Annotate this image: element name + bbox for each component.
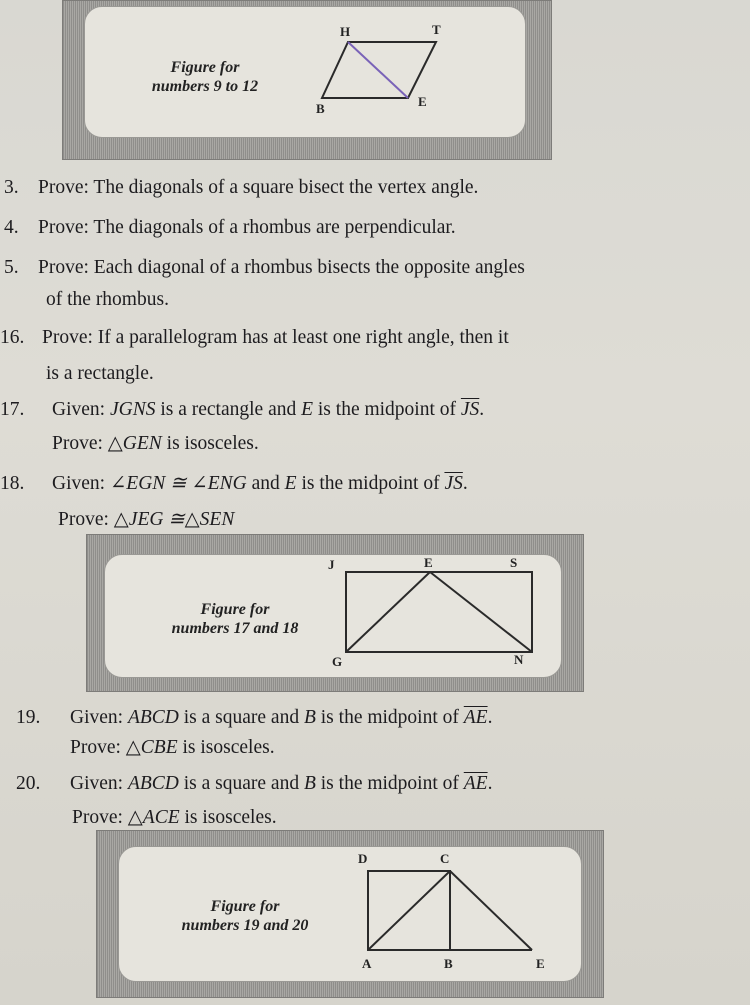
problem-5: 5. Prove: Each diagonal of a rhombus bisects the opposite angles	[4, 257, 525, 278]
label-h: H	[340, 24, 351, 39]
diagonal-he	[348, 42, 408, 98]
rectangle-jsng	[346, 572, 532, 652]
problem-17-prove: Prove: △GEN is isosceles.	[52, 433, 259, 454]
label-b: B	[316, 101, 325, 116]
figure-19-20-caption: Figure for numbers 19 and 20	[181, 898, 309, 934]
square-triangle-diagram	[340, 846, 570, 976]
label-d: D	[358, 851, 368, 866]
label-c: C	[440, 851, 450, 866]
problem-18-prove: Prove: △JEG ≅△SEN	[58, 509, 235, 530]
label-s: S	[510, 555, 518, 570]
problem-20-given: 20. Given: ABCD is a square and B is the midpoint of $\overline{AE}$.	[16, 773, 493, 794]
parallelogram-diagram	[300, 20, 470, 120]
segment-js: $\overline{JS}$	[444, 473, 463, 494]
problem-20-prove: Prove: △ACE is isosceles.	[72, 807, 277, 828]
problem-17-given: 17. Given: JGNS is a rectangle and E is the midpoint of $\overline{JS}$.	[0, 399, 485, 420]
segment-eg	[346, 572, 430, 652]
problem-16: 16. Prove: If a parallelogram has at least one right angle, then it	[0, 327, 509, 348]
problem-5-line2: of the rhombus.	[46, 289, 169, 310]
problem-4: 4. Prove: The diagonals of a rhombus are perpendicular.	[4, 217, 456, 238]
segment-ae: $\overline{AE}$	[463, 773, 488, 794]
label-e-bottom: E	[536, 956, 545, 971]
figure-9-12-caption: Figure for numbers 9 to 12	[151, 59, 259, 95]
figure-17-18-caption: Figure for numbers 17 and 18	[171, 601, 299, 637]
label-e-top: E	[424, 555, 433, 570]
label-e: E	[418, 94, 427, 109]
diagonal-ac	[368, 871, 450, 950]
label-t: T	[432, 22, 441, 37]
label-j: J	[328, 557, 335, 572]
segment-ce	[450, 871, 532, 950]
label-b-bottom: B	[444, 956, 453, 971]
label-a: A	[362, 956, 372, 971]
problem-16-line2: is a rectangle.	[46, 363, 154, 384]
segment-js: $\overline{JS}$	[460, 399, 480, 420]
label-g: G	[332, 654, 343, 669]
segment-en	[430, 572, 532, 652]
rectangle-jsng-diagram	[320, 554, 550, 672]
problem-18-given: 18. Given: ∠EGN ≅ ∠ENG and E is the midpoint of $\overline{JS}$.	[0, 473, 468, 494]
problem-3: 3. Prove: The diagonals of a square bisect the vertex angle.	[4, 177, 479, 198]
problem-19-given: 19. Given: ABCD is a square and B is the midpoint of $\overline{AE}$.	[16, 707, 493, 728]
problem-19-prove: Prove: △CBE is isosceles.	[70, 737, 275, 758]
segment-ae: $\overline{AE}$	[463, 707, 488, 728]
label-n: N	[514, 652, 524, 667]
